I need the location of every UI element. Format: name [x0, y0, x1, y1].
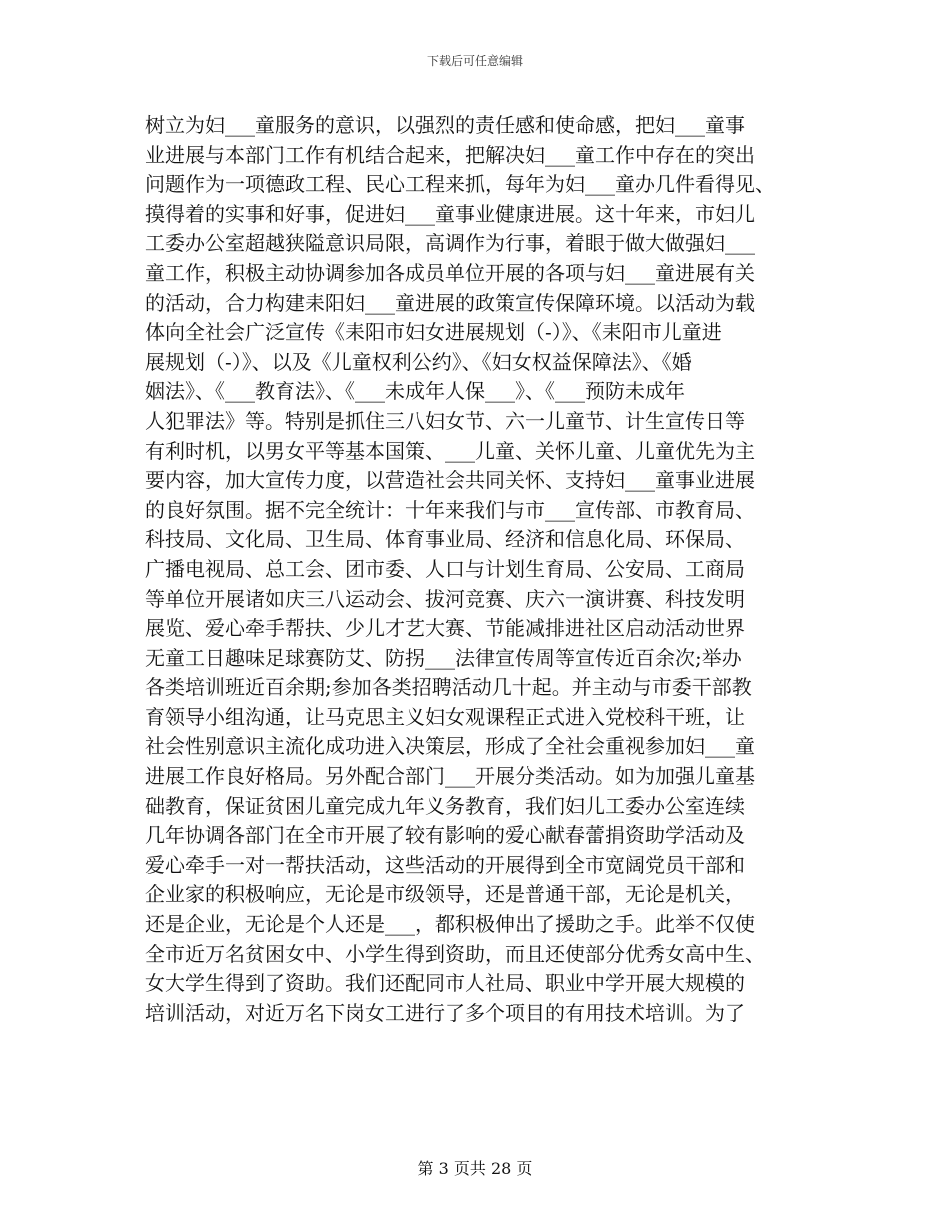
body-line: 有利时机，以男女平等基本国策、___儿童、关怀儿童、儿童优先为主	[145, 438, 755, 463]
body-line: 各类培训班近百余期;参加各类招聘活动几十起。并主动与市委干部教	[145, 675, 752, 700]
body-line: 摸得着的实事和好事，促进妇___童事业健康进展。这十年来，市妇儿	[145, 201, 755, 226]
body-line: 还是企业，无论是个人还是___，都积极伸出了援助之手。此举不仅使	[145, 912, 755, 937]
body-line: 人犯罪法》等。特别是抓住三八妇女节、六一儿童节、计生宣传日等	[145, 408, 745, 433]
body-line: 姻法》、《___教育法》、《___未成年人保___》、《___预防未成年	[145, 379, 685, 404]
body-line: 等单位开展诸如庆三八运动会、拔河竞赛、庆六一演讲赛、科技发明	[145, 586, 745, 611]
body-line: 几年协调各部门在全市开展了较有影响的爱心献春蕾捐资助学活动及	[145, 823, 745, 848]
body-line: 无童工日趣味足球赛防艾、防拐___法律宣传周等宣传近百余次;举办	[145, 645, 742, 670]
body-line: 进展工作良好格局。另外配合部门___开展分类活动。如为加强儿童基	[145, 764, 755, 789]
body-line: 广播电视局、总工会、团市委、人口与计划生育局、公安局、工商局	[145, 556, 745, 581]
body-line: 问题作为一项德政工程、民心工程来抓，每年为妇___童办几件看得见、	[145, 172, 775, 197]
body-line: 树立为妇___童服务的意识，以强烈的责任感和使命感，把妇___童事	[145, 113, 745, 137]
body-line: 业进展与本部门工作有机结合起来，把解决妇___童工作中存在的突出	[145, 142, 755, 167]
body-line: 社会性别意识主流化成功进入决策层，形成了全社会重视参加妇___童	[145, 734, 755, 759]
body-line: 体向全社会广泛宣传《耒阳市妇女进展规划（-）》、《耒阳市儿童进	[145, 320, 722, 345]
body-line: 础教育，保证贫困儿童完成九年义务教育，我们妇儿工委办公室连续	[145, 793, 745, 818]
body-line: 的活动，合力构建耒阳妇___童进展的政策宣传保障环境。以活动为载	[145, 290, 755, 315]
body-line: 科技局、文化局、卫生局、体育事业局、经济和信息化局、环保局、	[145, 527, 745, 552]
body-line: 要内容，加大宣传力度，以营造社会共同关怀、支持妇___童事业进展	[145, 468, 755, 493]
page-header-note: 下载后可任意编辑	[426, 54, 523, 68]
body-line: 工委办公室超越狭隘意识局限，高调作为行事，着眼于做大做强妇___	[145, 231, 755, 256]
body-line: 培训活动，对近万名下岗女工进行了多个项目的有用技术培训。为了	[145, 1000, 745, 1025]
body-line: 全市近万名贫困女中、小学生得到资助，而且还使部分优秀女高中生、	[145, 941, 765, 966]
body-text	[145, 111, 825, 1028]
body-line: 展览、爱心牵手帮扶、少儿才艺大赛、节能减排进社区启动活动世界	[145, 616, 745, 641]
body-line: 女大学生得到了资助。我们还配同市人社局、职业中学开展大规模的	[145, 971, 745, 996]
body-line: 的良好氛围。据不完全统计：十年来我们与市___宣传部、市教育局、	[145, 497, 755, 522]
body-line: 爱心牵手一对一帮扶活动，这些活动的开展得到全市宽阔党员干部和	[145, 852, 745, 877]
body-line: 企业家的积极响应，无论是市级领导，还是普通干部，无论是机关，	[145, 882, 745, 907]
page-number: 第 3 页共 28 页	[417, 1159, 533, 1178]
body-line: 童工作，积极主动协调参加各成员单位开展的各项与妇___童进展有关	[145, 260, 755, 285]
body-line: 育领导小组沟通，让马克思主义妇女观课程正式进入党校科干班，让	[145, 704, 745, 729]
body-line: 展规划（-）》、以及《儿童权利公约》、《妇女权益保障法》、《婚	[145, 349, 692, 374]
